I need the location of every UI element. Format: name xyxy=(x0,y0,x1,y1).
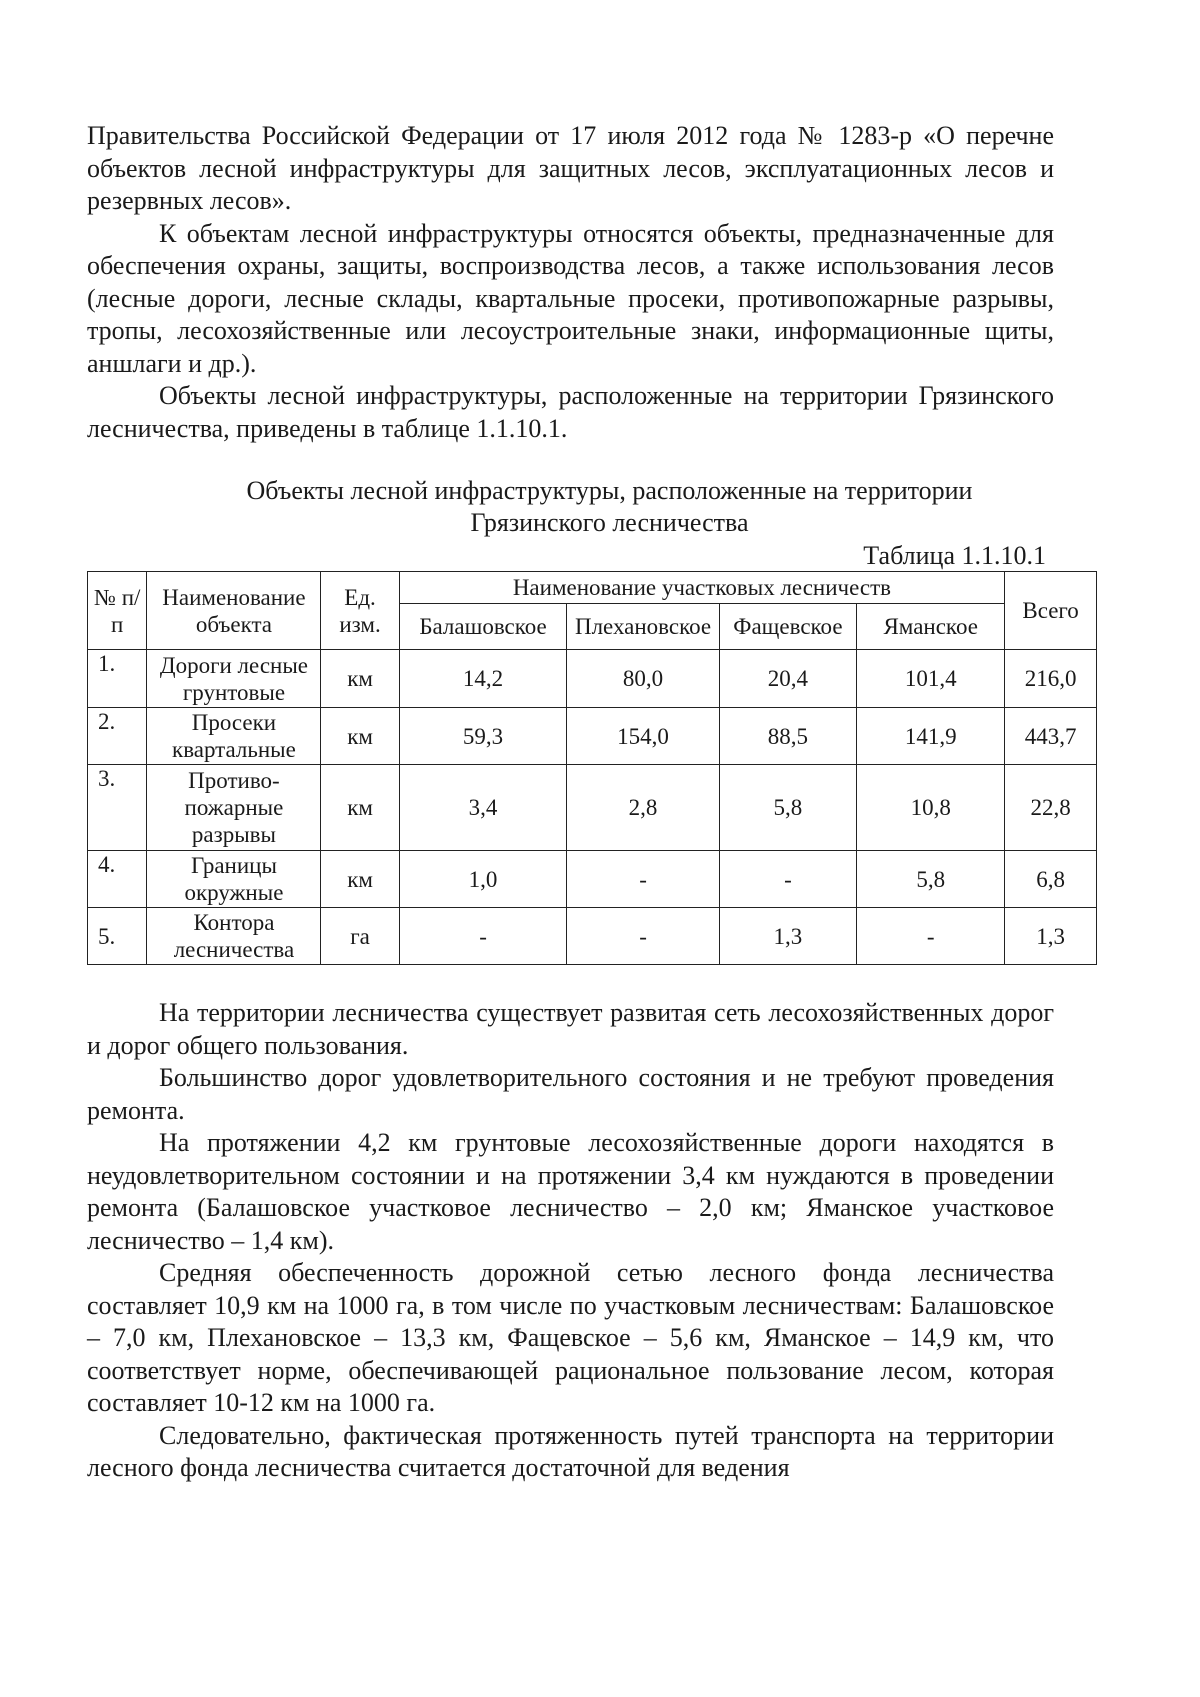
row-total: 216,0 xyxy=(1005,650,1097,708)
outro-paragraph-1: На территории лесничества существует развитая сеть лесохозяйственных дорог и дорог общего пользования. xyxy=(87,998,1054,1060)
table-row xyxy=(88,908,1097,965)
header-name: Наименование объекта xyxy=(147,572,321,650)
header-district-group: Наименование участковых лесничеств xyxy=(399,572,1005,604)
row-value: 3,4 xyxy=(399,765,567,851)
outro-paragraph-3: На протяжении 4,2 км грунтовые лесохозяйственные дороги находятся в неудовлетворительном состоянии и на протяжении 3,4 км нуждаются в проведении ремонта (Балашовское участковое лесничество – 2,0 км; Яманское участковое лесничество – 1,4 км). xyxy=(87,1128,1054,1255)
row-num: 3. xyxy=(88,765,147,851)
row-name: Противо-пожарные разрывы xyxy=(147,765,321,851)
row-total: 1,3 xyxy=(1005,908,1097,965)
table-row xyxy=(88,851,1097,908)
table-number: Таблица 1.1.10.1 xyxy=(863,541,1046,570)
document-page xyxy=(87,120,1079,1485)
row-total: 6,8 xyxy=(1005,851,1097,908)
row-num: 1. xyxy=(88,650,147,708)
row-value: 1,3 xyxy=(719,908,857,965)
row-unit: км xyxy=(321,765,399,851)
row-name: Контора лесничества xyxy=(147,908,321,965)
row-value: - xyxy=(857,908,1005,965)
row-value: 2,8 xyxy=(567,765,719,851)
row-name: Дороги лесные грунтовые xyxy=(147,650,321,708)
outro-paragraph-4: Средняя обеспеченность дорожной сетью лесного фонда лесничества составляет 10,9 км на 1000 га, в том числе по участковым лесничествам: Балашовское – 7,0 км, Плехановское – 13,3 км, Фащевское – 5,6 км, Яманское – 14,9 км, что соответствует норме, обеспечивающей рациональное пользование лесом, которая составляет 10-12 км на 1000 га. xyxy=(87,1258,1054,1417)
row-value: 5,8 xyxy=(719,765,857,851)
outro-paragraph-5: Следовательно, фактическая протяженность путей транспорта на территории лесного фонда лесничества считается достаточной для ведения xyxy=(87,1420,1054,1482)
table-row xyxy=(88,765,1097,851)
intro-paragraph-2: К объектам лесной инфраструктуры относятся объекты, предназначенные для обеспечения охраны, защиты, воспроизводства лесов, а также использования лесов (лесные дороги, лесные склады, квартальные просеки, противопожарные разрывы, тропы, лесохозяйственные или лесоустроительные знаки, информационные щиты, аншлаги и др.). xyxy=(87,218,1054,378)
row-unit: км xyxy=(321,650,399,708)
row-total: 443,7 xyxy=(1005,708,1097,765)
row-value: - xyxy=(399,908,567,965)
row-value: 20,4 xyxy=(719,650,857,708)
row-name: Границы окружные xyxy=(147,851,321,908)
row-unit: км xyxy=(321,851,399,908)
header-district: Фащевское xyxy=(719,604,857,650)
header-unit: Ед. изм. xyxy=(321,572,399,650)
header-total: Всего xyxy=(1005,572,1097,650)
row-value: - xyxy=(567,908,719,965)
row-value: 80,0 xyxy=(567,650,719,708)
table-caption-line-1: Объекты лесной инфраструктуры, расположенные на территории xyxy=(246,476,973,505)
row-name: Просеки квартальные xyxy=(147,708,321,765)
row-num: 4. xyxy=(88,851,147,908)
row-value: - xyxy=(567,851,719,908)
row-value: 141,9 xyxy=(857,708,1005,765)
header-num: № п/п xyxy=(88,572,147,650)
table-row xyxy=(88,650,1097,708)
row-num: 2. xyxy=(88,708,147,765)
row-value: 101,4 xyxy=(857,650,1005,708)
header-district: Плехановское xyxy=(567,604,719,650)
table-caption xyxy=(87,475,1054,539)
row-total: 22,8 xyxy=(1005,765,1097,851)
row-value: 10,8 xyxy=(857,765,1005,851)
row-unit: км xyxy=(321,708,399,765)
intro-paragraph-3: Объекты лесной инфраструктуры, расположенные на территории Грязинского лесничества, приведены в таблице 1.1.10.1. xyxy=(87,381,1054,443)
table-caption-line-2: Грязинского лесничества xyxy=(470,508,749,537)
outro-paragraph-2: Большинство дорог удовлетворительного состояния и не требуют проведения ремонта. xyxy=(87,1063,1054,1125)
row-value: 154,0 xyxy=(567,708,719,765)
header-district: Яманское xyxy=(857,604,1005,650)
row-value: 59,3 xyxy=(399,708,567,765)
row-num: 5. xyxy=(88,908,147,965)
row-value: - xyxy=(719,851,857,908)
header-district: Балашовское xyxy=(399,604,567,650)
row-value: 1,0 xyxy=(399,851,567,908)
infrastructure-table xyxy=(87,571,1097,965)
row-value: 5,8 xyxy=(857,851,1005,908)
row-value: 88,5 xyxy=(719,708,857,765)
row-value: 14,2 xyxy=(399,650,567,708)
outro-section xyxy=(87,997,1054,1485)
intro-paragraph-1: Правительства Российской Федерации от 17 июля 2012 года № 1283-р «О перечне объектов лесной инфраструктуры для защитных лесов, эксплуатационных лесов и резервных лесов». xyxy=(87,121,1054,215)
table-row xyxy=(88,708,1097,765)
row-unit: га xyxy=(321,908,399,965)
